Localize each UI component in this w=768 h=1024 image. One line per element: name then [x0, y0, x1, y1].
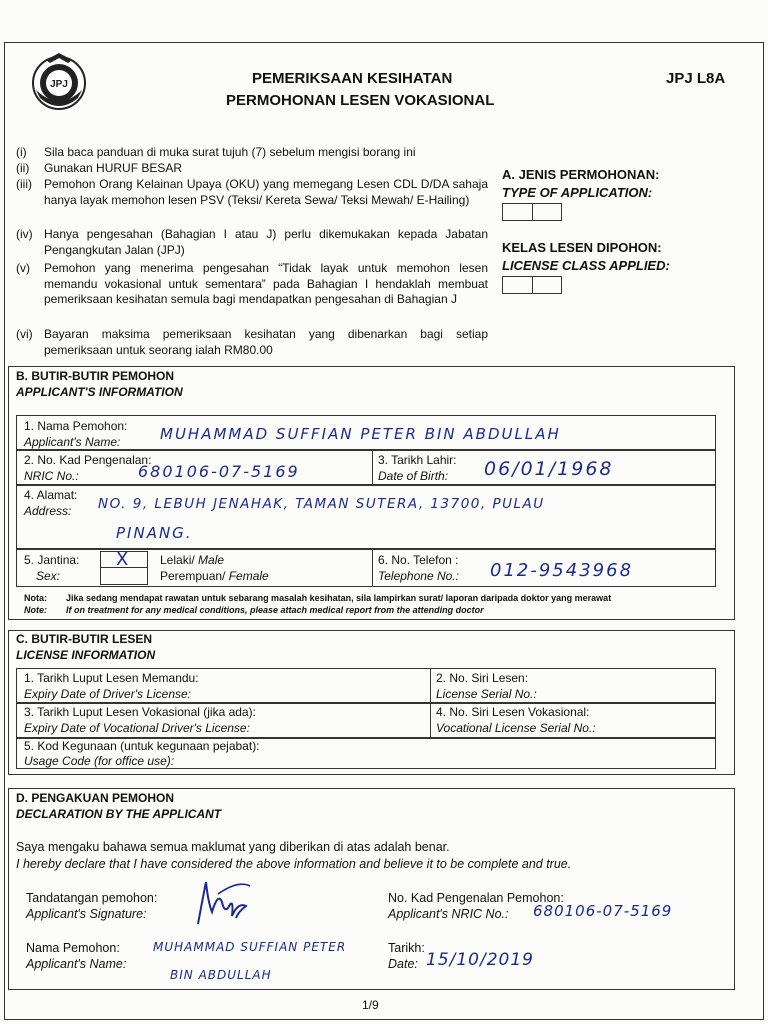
section-c-title: C. BUTIR-BUTIR LESEN — [16, 632, 152, 646]
jpj-logo-icon — [28, 50, 90, 112]
form-title-line2: PERMOHONAN LESEN VOKASIONAL — [226, 92, 495, 109]
form-title-line1: PEMERIKSAAN KESIHATAN — [252, 70, 453, 87]
usage-code-label: 5. Kod Kegunaan (untuk kegunaan pejabat): — [24, 739, 260, 753]
sex-label: 5. Jantina: — [24, 553, 80, 567]
declaration-text-en: I hereby declare that I have considered the above information and believe it to be complete and true. — [16, 857, 572, 871]
note-text-en: If on treatment for any medical conditions, please attach medical report from the attending doctor — [66, 605, 484, 615]
section-c-subtitle: LICENSE INFORMATION — [16, 648, 156, 662]
applicant-name-label: 1. Nama Pemohon: — [24, 419, 128, 433]
vocational-expiry-label-en: Expiry Date of Vocational Driver's License: — [24, 721, 250, 735]
phone-label-en: Telephone No.: — [378, 569, 459, 583]
declaration-nric-label-en: Applicant's NRIC No.: — [388, 907, 509, 921]
declaration-name-label: Nama Pemohon: — [26, 941, 120, 955]
phone-value: 012-9543968 — [490, 560, 634, 581]
section-d-subtitle: DECLARATION BY THE APPLICANT — [16, 807, 222, 821]
date-label: Tarikh: — [388, 941, 425, 955]
nric-value: 680106-07-5169 — [138, 462, 300, 481]
signature-label-en: Applicant's Signature: — [26, 907, 147, 921]
phone-label: 6. No. Telefon : — [378, 553, 459, 567]
declaration-text: Saya mengaku bahawa semua maklumat yang diberikan di atas adalah benar. — [16, 840, 450, 854]
dob-label-en: Date of Birth: — [378, 469, 449, 483]
license-serial-label-en: License Serial No.: — [436, 687, 537, 701]
female-option[interactable]: Perempuan/ Female — [160, 569, 269, 583]
nric-label-en: NRIC No.: — [24, 469, 79, 483]
applicant-name-label-en: Applicant's Name: — [24, 435, 121, 449]
address-line2: PINANG. — [116, 524, 193, 542]
date-value: 15/10/2019 — [426, 950, 534, 970]
form-code: JPJ L8A — [666, 70, 726, 87]
date-label-en: Date: — [388, 957, 418, 971]
dob-label: 3. Tarikh Lahir: — [378, 453, 457, 467]
license-expiry-label: 1. Tarikh Luput Lesen Memandu: — [24, 671, 199, 685]
section-d-title: D. PENGAKUAN PEMOHON — [16, 791, 175, 805]
address-line1: NO. 9, LEBUH JENAHAK, TAMAN SUTERA, 13700, PULAU — [98, 496, 545, 512]
note-text: Jika sedang mendapat rawatan untuk sebarang masalah kesihatan, sila lampirkan surat/ laporan daripada doktor yang merawat — [66, 593, 612, 603]
vocational-serial-label: 4. No. Siri Lesen Vokasional: — [436, 705, 590, 719]
declaration-nric-value: 680106-07-5169 — [533, 902, 673, 920]
page-number: 1/9 — [362, 998, 379, 1012]
license-class-boxes[interactable] — [502, 276, 562, 294]
vocational-serial-label-en: Vocational License Serial No.: — [436, 721, 596, 735]
declaration-nric-label: No. Kad Pengenalan Pemohon: — [388, 891, 564, 905]
usage-code-label-en: Usage Code (for office use): — [24, 754, 175, 768]
license-class-subtitle: LICENSE CLASS APPLIED: — [502, 258, 670, 273]
application-type-boxes[interactable] — [502, 203, 562, 221]
male-checkbox-mark[interactable]: X — [116, 549, 131, 570]
vocational-expiry-label: 3. Tarikh Luput Lesen Vokasional (jika ada): — [24, 705, 256, 719]
male-option[interactable]: Lelaki/ Male — [160, 553, 225, 567]
applicant-signature-icon — [188, 872, 258, 932]
sex-label-en: Sex: — [36, 569, 61, 583]
nric-label: 2. No. Kad Pengenalan: — [24, 453, 152, 467]
dob-value: 06/01/1968 — [484, 458, 614, 480]
license-serial-label: 2. No. Siri Lesen: — [436, 671, 529, 685]
section-b-title: B. BUTIR-BUTIR PEMOHON — [16, 369, 174, 383]
address-label-en: Address: — [24, 504, 72, 518]
applicant-name-value: MUHAMMAD SUFFIAN PETER BIN ABDULLAH — [160, 425, 561, 443]
svg-text:JPJ: JPJ — [50, 79, 68, 90]
section-a-title: A. JENIS PERMOHONAN: — [502, 167, 660, 182]
declaration-name-label-en: Applicant's Name: — [26, 957, 127, 971]
address-label: 4. Alamat: — [24, 488, 78, 502]
section-b-subtitle: APPLICANT'S INFORMATION — [16, 385, 183, 399]
section-a-subtitle: TYPE OF APPLICATION: — [502, 185, 653, 200]
signature-label: Tandatangan pemohon: — [26, 891, 158, 905]
note-label-en: Note: — [24, 605, 47, 615]
declaration-name-line1: MUHAMMAD SUFFIAN PETER — [153, 940, 347, 954]
license-class-title: KELAS LESEN DIPOHON: — [502, 240, 662, 255]
note-label: Nota: — [24, 593, 47, 603]
declaration-name-line2: BIN ABDULLAH — [170, 968, 272, 982]
license-expiry-label-en: Expiry Date of Driver's License: — [24, 687, 192, 701]
